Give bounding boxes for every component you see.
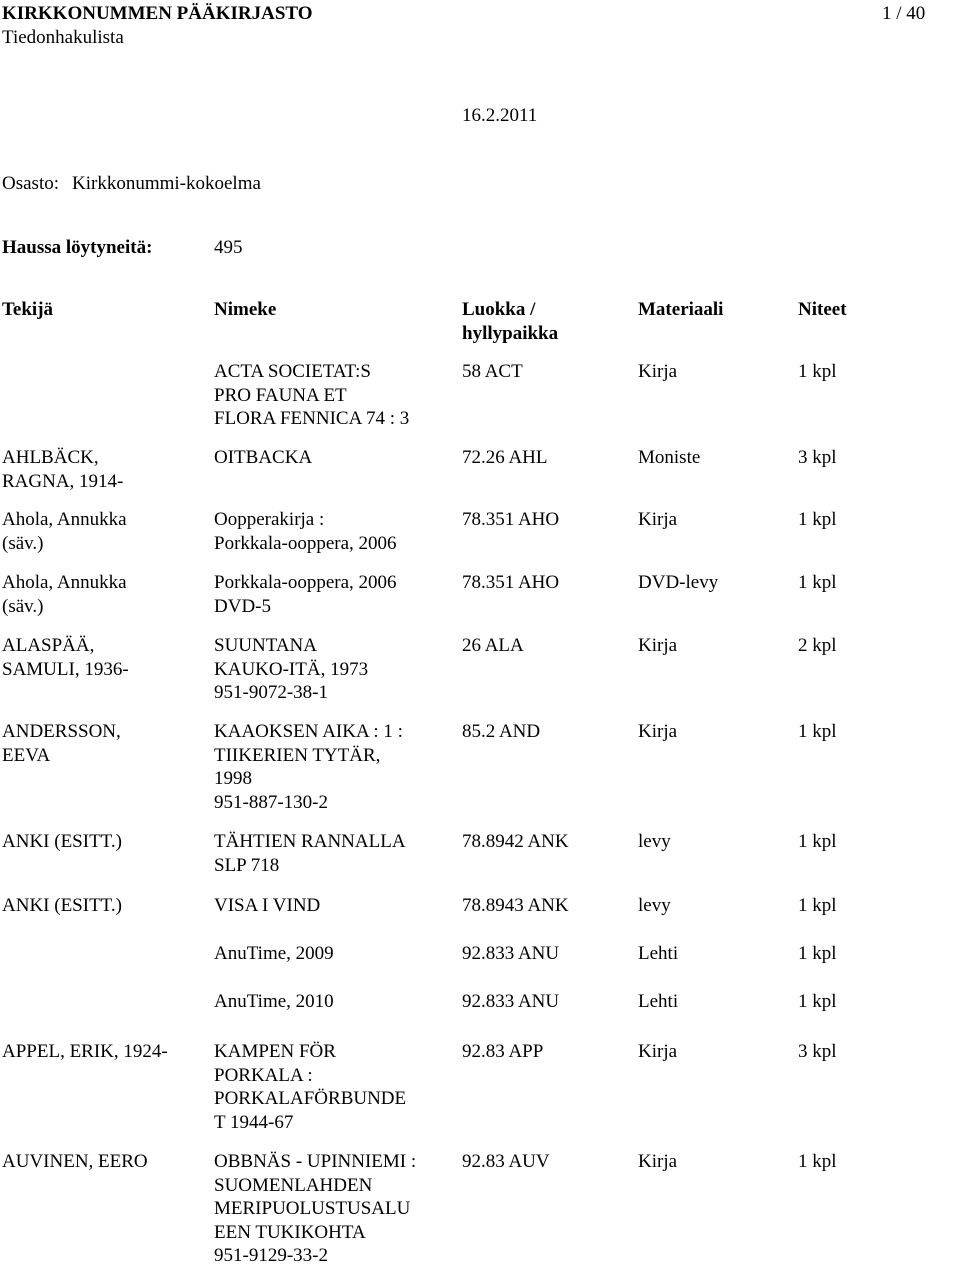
title-cell-line: FLORA FENNICA 74 : 3	[214, 408, 410, 429]
title-cell-line: KAAOKSEN AIKA : 1 :	[214, 721, 403, 742]
title-cell-line: 1998	[214, 768, 252, 789]
count-cell: 1 kpl	[798, 361, 837, 382]
class-cell: 92.833 ANU	[462, 991, 560, 1012]
author-cell	[2, 508, 127, 555]
found-count: 495	[214, 237, 243, 258]
material-cell: Kirja	[638, 361, 678, 382]
author-cell	[2, 571, 127, 618]
title-cell	[214, 571, 397, 618]
class-cell: 58 ACT	[462, 361, 523, 382]
class-cell: 78.351 AHO	[462, 572, 560, 593]
title-cell	[214, 1150, 416, 1268]
title-cell-line: DVD-5	[214, 595, 271, 617]
material-cell: Lehti	[638, 991, 679, 1012]
material-cell: DVD-levy	[638, 572, 719, 593]
count-cell: 1 kpl	[798, 991, 837, 1012]
count-cell: 3 kpl	[798, 447, 837, 468]
report-date: 16.2.2011	[462, 105, 538, 126]
title-cell-line: PORKALAFÖRBUNDE	[214, 1088, 407, 1109]
material-cell: levy	[638, 831, 671, 852]
column-header-material: Materiaali	[638, 299, 724, 320]
author-cell	[2, 830, 122, 854]
title-cell-line: MERIPUOLUSTUSALU	[214, 1198, 411, 1219]
title-cell-line: KAMPEN FÖR	[214, 1041, 336, 1062]
title-cell	[214, 942, 334, 966]
author-cell-line: Ahola, Annukka	[2, 572, 127, 593]
author-cell-line: SAMULI, 1936-	[2, 658, 129, 680]
title-cell	[214, 894, 320, 918]
count-cell: 2 kpl	[798, 635, 837, 656]
material-cell: Kirja	[638, 509, 678, 530]
author-cell-line: ANDERSSON,	[2, 721, 121, 742]
material-cell: Lehti	[638, 943, 679, 964]
count-cell: 1 kpl	[798, 1151, 837, 1172]
author-cell	[2, 634, 129, 681]
library-name: KIRKKONUMMEN PÄÄKIRJASTO	[2, 3, 313, 24]
found-label: Haussa löytyneitä:	[2, 237, 153, 258]
author-cell-line: (säv.)	[2, 532, 44, 554]
title-cell-line: Oopperakirja :	[214, 509, 325, 530]
title-cell-line: 951-9129-33-2	[214, 1245, 328, 1266]
title-cell-line: AnuTime, 2010	[214, 991, 334, 1012]
column-header-title: Nimeke	[214, 299, 277, 320]
class-cell: 78.8942 ANK	[462, 831, 569, 852]
count-cell: 1 kpl	[798, 509, 837, 530]
column-header-author: Tekijä	[2, 299, 54, 320]
author-cell-line: Ahola, Annukka	[2, 509, 127, 530]
list-subtitle: Tiedonhakulista	[2, 27, 124, 48]
class-cell: 72.26 AHL	[462, 447, 548, 468]
title-cell	[214, 360, 409, 431]
material-cell: Moniste	[638, 447, 701, 468]
author-cell-line: AHLBÄCK,	[2, 447, 99, 468]
author-cell-line: ALASPÄÄ,	[2, 635, 95, 656]
author-cell-line: APPEL, ERIK, 1924-	[2, 1041, 168, 1062]
count-cell: 1 kpl	[798, 572, 837, 593]
department-value: Kirkkonummi-kokoelma	[72, 173, 261, 194]
title-cell-line: KAUKO-ITÄ, 1973	[214, 658, 369, 680]
author-cell-line: EEVA	[2, 744, 51, 766]
column-header-count: Niteet	[798, 299, 847, 320]
count-cell: 1 kpl	[798, 943, 837, 964]
author-cell-line: ANKI (ESITT.)	[2, 895, 122, 916]
title-cell-line: ACTA SOCIETAT:S	[214, 361, 372, 382]
title-cell	[214, 830, 406, 877]
count-cell: 1 kpl	[798, 831, 837, 852]
title-cell-line: SUOMENLAHDEN	[214, 1174, 373, 1196]
title-cell	[214, 508, 397, 555]
page-number: 1 / 40	[882, 3, 926, 24]
title-cell-line: PRO FAUNA ET	[214, 384, 347, 406]
title-cell-line: OBBNÄS - UPINNIEMI :	[214, 1151, 417, 1172]
author-cell-line: RAGNA, 1914-	[2, 470, 124, 492]
title-cell-line: Porkkala-ooppera, 2006	[214, 532, 397, 554]
class-cell: 92.833 ANU	[462, 943, 560, 964]
author-cell	[2, 1040, 168, 1064]
count-cell: 3 kpl	[798, 1041, 837, 1062]
title-cell-line: T 1944-67	[214, 1111, 294, 1133]
title-cell-line: OITBACKA	[214, 447, 313, 468]
author-cell-line: AUVINEN, EERO	[2, 1151, 148, 1172]
title-cell-line: AnuTime, 2009	[214, 943, 334, 964]
department-label: Osasto:	[2, 173, 59, 194]
count-cell: 1 kpl	[798, 721, 837, 742]
author-cell	[2, 1150, 148, 1174]
author-cell-line: ANKI (ESITT.)	[2, 831, 122, 852]
title-cell-line: VISA I VIND	[214, 895, 321, 916]
title-cell	[214, 720, 403, 814]
title-cell	[214, 1040, 406, 1134]
title-cell-line: SUUNTANA	[214, 635, 317, 656]
material-cell: Kirja	[638, 1151, 678, 1172]
title-cell-line: 951-9072-38-1	[214, 682, 328, 703]
title-cell-line: 951-887-130-2	[214, 791, 328, 813]
title-cell-line: Porkkala-ooppera, 2006	[214, 572, 397, 593]
class-cell: 92.83 APP	[462, 1041, 544, 1062]
title-cell	[214, 990, 334, 1014]
material-cell: Kirja	[638, 721, 678, 742]
title-cell-line: SLP 718	[214, 854, 280, 876]
material-cell: Kirja	[638, 1041, 678, 1062]
author-cell	[2, 720, 121, 767]
title-cell-line: TÄHTIEN RANNALLA	[214, 831, 406, 852]
title-cell-line: PORKALA :	[214, 1064, 313, 1086]
author-cell	[2, 894, 122, 918]
count-cell: 1 kpl	[798, 895, 837, 916]
column-header-class	[462, 298, 558, 345]
class-cell: 92.83 AUV	[462, 1151, 550, 1172]
title-cell-line: EEN TUKIKOHTA	[214, 1221, 366, 1243]
column-header-class-line2: hyllypaikka	[462, 322, 559, 344]
class-cell: 26 ALA	[462, 635, 524, 656]
material-cell: levy	[638, 895, 671, 916]
class-cell: 78.351 AHO	[462, 509, 560, 530]
author-cell	[2, 446, 123, 493]
title-cell	[214, 446, 312, 470]
class-cell: 85.2 AND	[462, 721, 541, 742]
material-cell: Kirja	[638, 635, 678, 656]
title-cell-line: TIIKERIEN TYTÄR,	[214, 744, 381, 766]
class-cell: 78.8943 ANK	[462, 895, 569, 916]
author-cell-line: (säv.)	[2, 595, 44, 617]
column-header-class-line1: Luokka /	[462, 299, 536, 320]
title-cell	[214, 634, 368, 705]
